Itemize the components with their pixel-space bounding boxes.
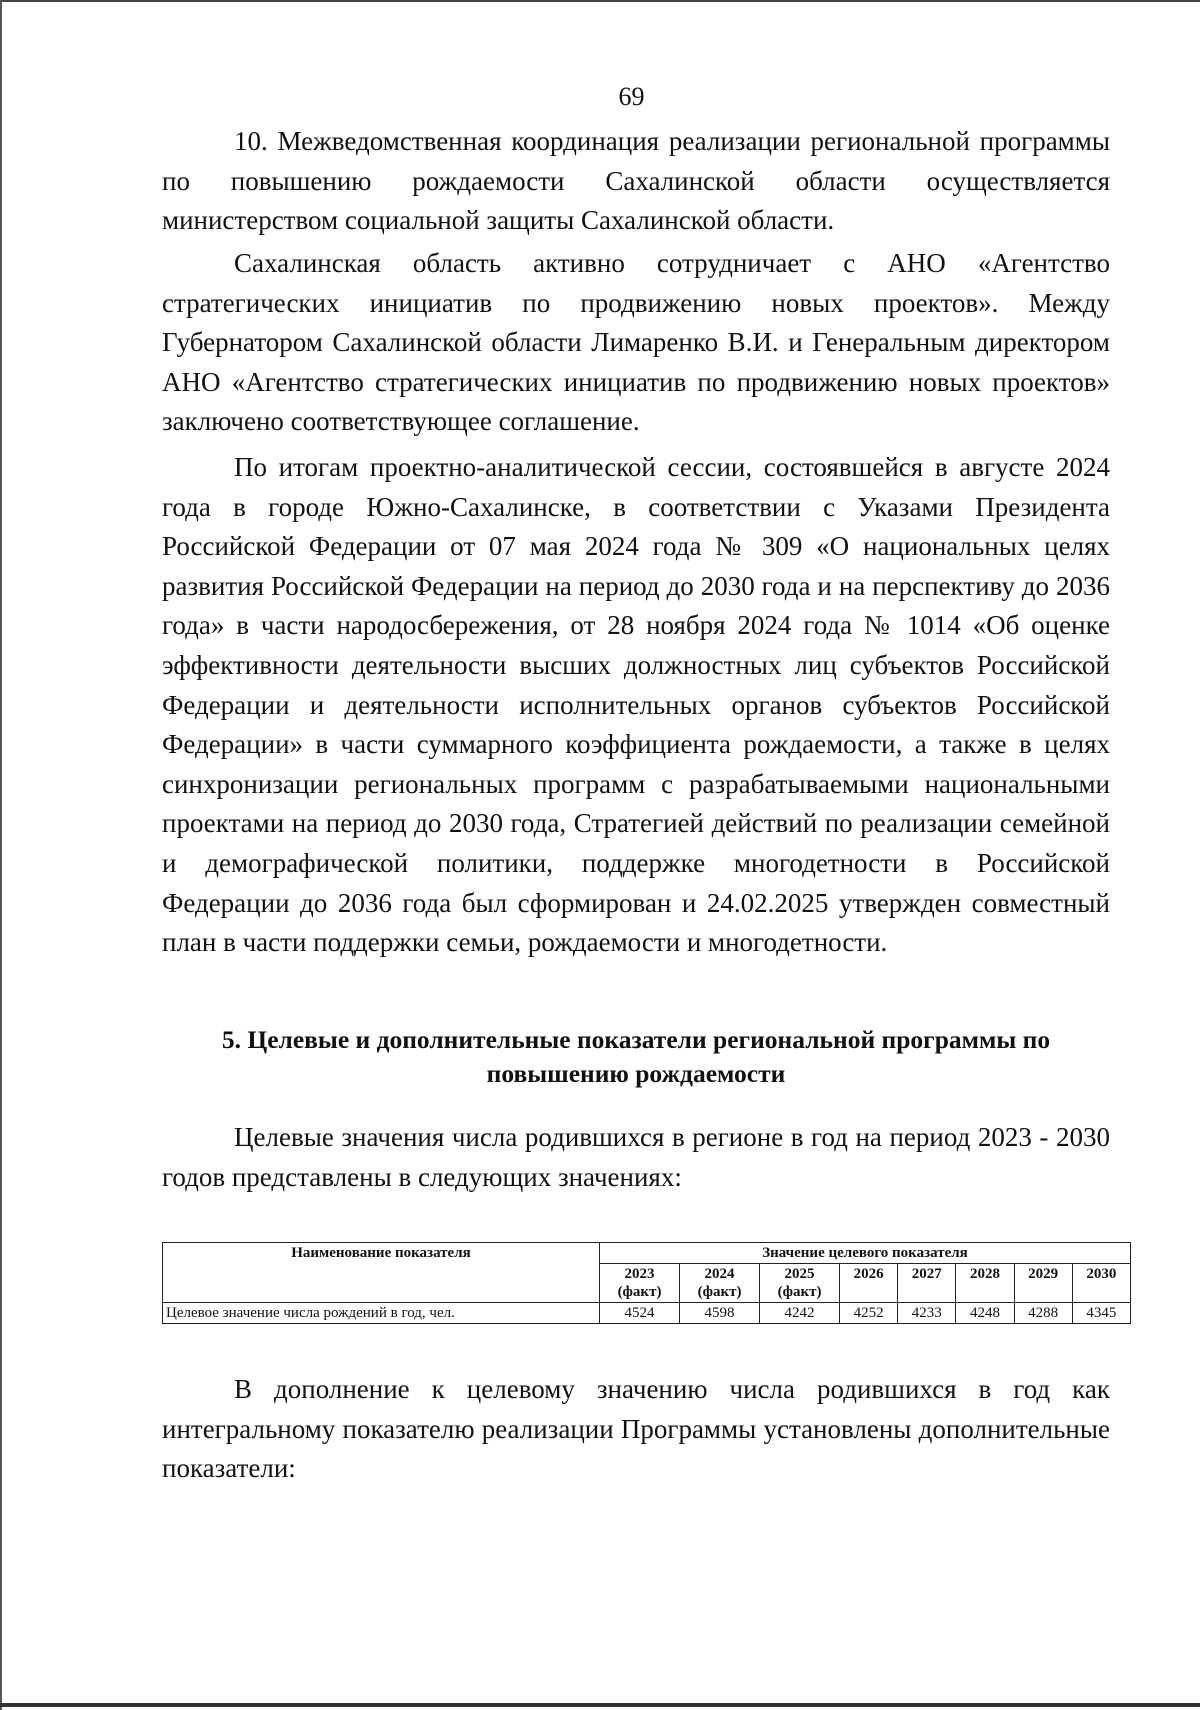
year-note: (факт) — [617, 1284, 662, 1300]
value-cell-2026: 4252 — [840, 1303, 898, 1324]
row-label: Целевое значение числа рождений в год, чел. — [163, 1303, 600, 1324]
header-indicator-name: Наименование показателя — [163, 1243, 600, 1303]
page-number: 69 — [618, 82, 645, 111]
paragraph-cooperation — [162, 244, 1110, 442]
table-header-row — [163, 1243, 1131, 1264]
header-target-value: Значение целевого показателя — [600, 1243, 1131, 1264]
page-bottom-edge — [0, 1703, 1200, 1707]
page-top-edge — [0, 0, 1200, 2]
year-label: 2025 — [784, 1266, 815, 1282]
value-cell-2029: 4288 — [1014, 1303, 1072, 1324]
value-cell-2027: 4233 — [898, 1303, 956, 1324]
paragraph-text: 10. Межведомственная координация реализации региональной программы по повышению рождаемости Сахалинской области осуществляется министерством социальной защиты Сахалинской области. — [162, 126, 1110, 236]
paragraph-session-results — [162, 448, 1110, 963]
header-year-2028 — [956, 1264, 1014, 1303]
paragraph-text: Сахалинская область активно сотрудничает с АНО «Агентство стратегических инициатив по продвижению новых проектов». Между Губернатором Сахалинской области Лимаренко В.И. и Генеральным директором АНО «Агентство стратегических инициатив по продвижению новых проектов» заключено соответствующее соглашение. — [162, 248, 1110, 437]
value-cell-2023: 4524 — [600, 1303, 680, 1324]
header-year-2027 — [898, 1264, 956, 1303]
value-cell-2028: 4248 — [956, 1303, 1014, 1324]
value-cell-2030: 4345 — [1072, 1303, 1130, 1324]
target-values-table — [162, 1242, 1131, 1324]
year-label: 2026 — [853, 1266, 884, 1282]
page-left-edge — [0, 0, 2, 1710]
header-year-2023 — [600, 1264, 680, 1303]
value-cell-2024: 4598 — [680, 1303, 760, 1324]
section-heading — [162, 1023, 1110, 1091]
section-heading-line1: 5. Целевые и дополнительные показатели региональной программы по — [221, 1025, 1051, 1054]
year-label: 2027 — [911, 1266, 942, 1282]
section-heading-line2: повышению рождаемости — [486, 1059, 786, 1088]
header-year-2030 — [1072, 1264, 1130, 1303]
year-label: 2023 — [624, 1266, 655, 1282]
header-year-2024 — [680, 1264, 760, 1303]
year-label: 2024 — [704, 1266, 735, 1282]
header-year-2025 — [760, 1264, 840, 1303]
paragraph-text: В дополнение к целевому значению числа родившихся в год как интегральному показателю реализации Программы установлены дополнительные показатели: — [162, 1374, 1110, 1484]
value-cell-2025: 4242 — [760, 1303, 840, 1324]
year-label: 2028 — [969, 1266, 1000, 1282]
year-label: 2029 — [1028, 1266, 1059, 1282]
header-year-2029 — [1014, 1264, 1072, 1303]
year-label: 2030 — [1086, 1266, 1117, 1282]
table-row — [163, 1303, 1131, 1324]
year-note: (факт) — [697, 1284, 742, 1300]
paragraph-coordination — [162, 122, 1110, 241]
paragraph-text: Целевые значения числа родившихся в регионе в год на период 2023 - 2030 годов представлены в следующих значениях: — [162, 1122, 1110, 1192]
header-year-2026 — [840, 1264, 898, 1303]
paragraph-additional-indicators — [162, 1370, 1110, 1489]
year-note: (факт) — [777, 1284, 822, 1300]
paragraph-text: По итогам проектно-аналитической сессии, состоявшейся в августе 2024 года в городе Южно-Сахалинске, в соответствии с Указами Президента Российской Федерации от 07 мая 2024 года № 309 «О национальных целях развития Российской Федерации на период до 2030 года и на перспективу до 2036 года» в части народосбережения, от 28 ноября 2024 года № 1014 «Об оценке эффективности деятельности высших должностных лиц субъектов Российской Федерации и деятельности исполнительных органов субъектов Российской Федерации» в части суммарного коэффициента рождаемости, а также в целях синхронизации региональных программ с разрабатываемыми национальными проектами на период до 2030 года, Стратегией действий по реализации семейной и демографической политики, поддержке многодетности в Российской Федерации до 2036 года был сформирован и 24.02.2025 утвержден совместный план в части поддержки семьи, рождаемости и многодетности. — [162, 452, 1110, 958]
paragraph-target-values-intro — [162, 1118, 1110, 1197]
